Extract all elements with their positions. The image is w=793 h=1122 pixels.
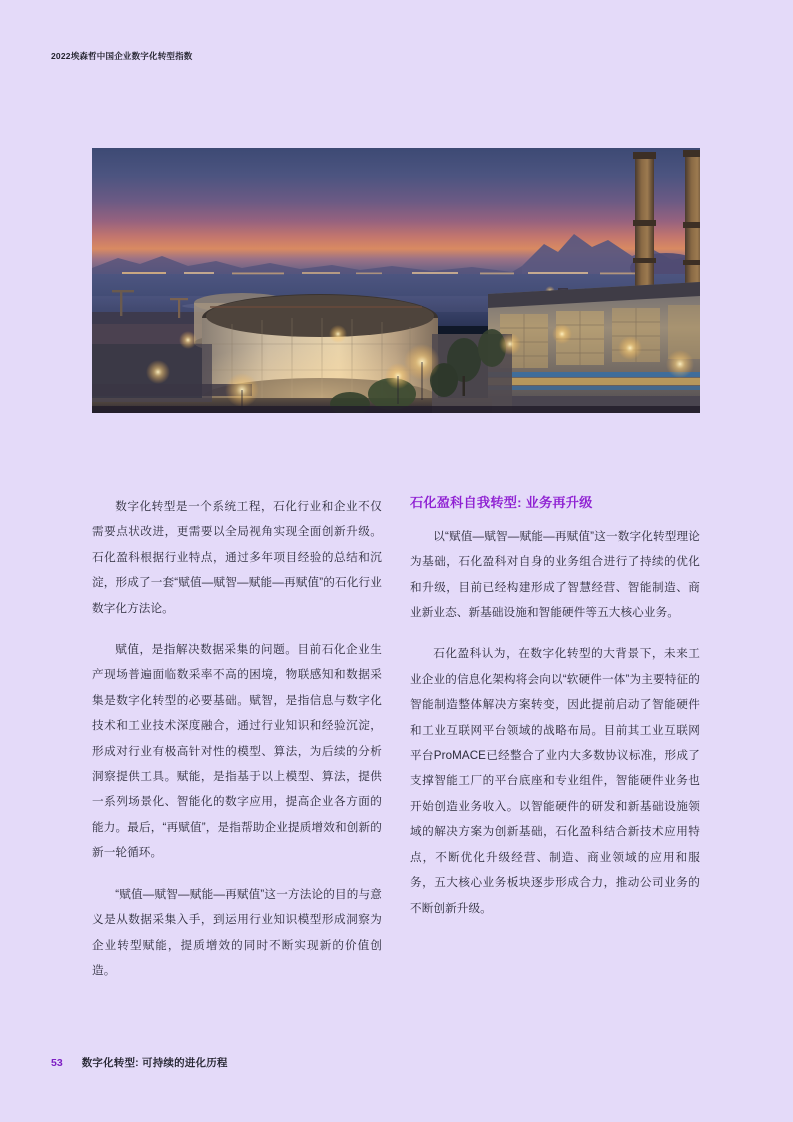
paragraph: 以“赋值—赋智—赋能—再赋值”这一数字化转型理论为基础，石化盈科对自身的业务组合进行了持续的优化和升级，目前已经构建形成了智慧经营、智能制造、商业新业态、新基础设施和智能硬件等五大核心业务。 <box>410 529 700 620</box>
left-column <box>92 494 382 983</box>
smokestack-left <box>633 152 656 292</box>
page-number: 53 <box>51 1057 63 1069</box>
hero-photograph <box>92 148 700 413</box>
running-header: 2022埃森哲中国企业数字化转型指数 <box>51 51 193 61</box>
right-column <box>410 494 700 921</box>
paragraph: 赋值，是指解决数据采集的问题。目前石化企业生产现场普遍面临数采率不高的困境，物联感知和数据采集是数字化转型的必要基础。赋智，是指信息与数字化技术和工业技术深度融合，通过行业知识和经验沉淀，形成对行业有极高针对性的模型、算法，为后续的分析洞察提供工具。赋能，是指基于以上模型、算法，提供一系列场景化、智能化的数字应用，提高企业各方面的能力。最后，“再赋值”，是指帮助企业提质增效和创新的新一轮循环。 <box>92 643 382 860</box>
paragraph: 石化盈科认为，在数字化转型的大背景下，未来工业企业的信息化架构将会向以“软硬件一体”为主要特征的智能制造整体解决方案转变，因此提前启动了智能硬件和工业互联网平台领域的战略布局。目前其工业互联网平台ProMACE已经整合了业内大多数协议标准，形成了支撑智能工厂的平台底座和专业组件，智能硬件业务也开始创造业务收入。以智能硬件的研发和新基础设施领域的解决方案为创新基础，石化盈科结合新技术应用特点，不断优化升级经营、制造、商业领域的应用和服务，五大核心业务板块逐步形成合力，推动公司业务的不断创新升级。 <box>410 647 700 915</box>
smokestack-right <box>683 150 700 295</box>
page-footer <box>51 1055 228 1070</box>
petrochemical-plant-dusk-illustration <box>92 148 700 413</box>
section-heading: 石化盈科自我转型: 业务再升级 <box>410 495 593 510</box>
footer-section-title: 数字化转型: 可持续的进化历程 <box>81 1057 228 1069</box>
paragraph: “赋值—赋智—赋能—再赋值”这一方法论的目的与意义是从数据采集入手，到运用行业知识模型形成洞察为企业转型赋能，提质增效的同时不断实现新的价值创造。 <box>92 887 382 977</box>
body-columns <box>92 494 700 984</box>
paragraph: 数字化转型是一个系统工程，石化行业和企业不仅需要点状改进，更需要以全局视角实现全面创新升级。石化盈科根据行业特点，通过多年项目经验的总结和沉淀，形成了一套“赋值—赋智—赋能—再赋值”的石化行业数字化方法论。 <box>92 500 382 615</box>
